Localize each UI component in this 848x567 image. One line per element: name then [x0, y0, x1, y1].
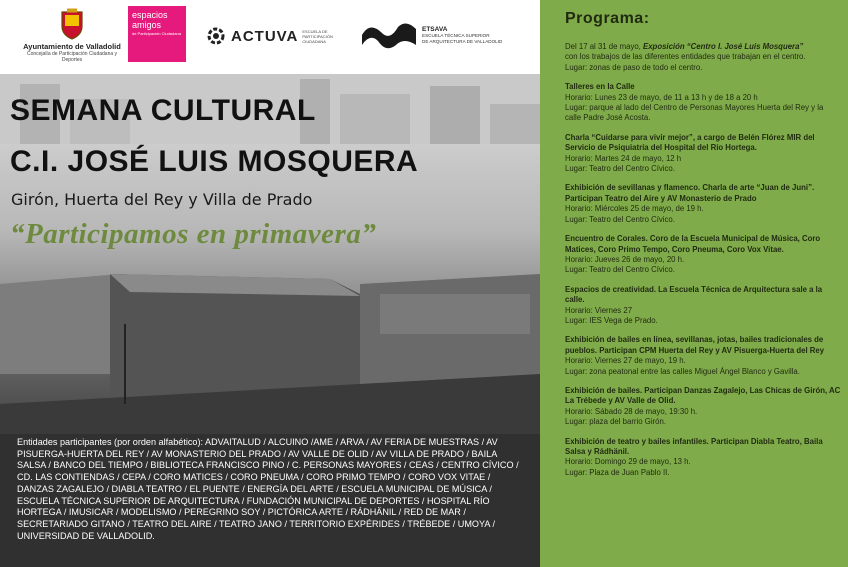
title-centro: C.I. JOSÉ LUIS MOSQUERA — [10, 145, 419, 178]
event-title: Encuentro de Corales. Coro de la Escuela Municipal de Música, Coro Matices, Coro Primo Tempo, Coro Pneuma, Coro Vox Vitae. — [565, 234, 821, 254]
event-intro: Del 17 al 31 de mayo, Exposición “Centro I. José Luis Mosquera” — [565, 42, 804, 51]
title-semana-cultural: SEMANA CULTURAL — [10, 94, 316, 127]
program-event — [565, 133, 841, 175]
event-detail: Horario: Domingo 29 de mayo, 13 h. — [565, 457, 691, 467]
valladolid-name: Ayuntamiento de Valladolid — [23, 42, 121, 51]
event-detail: Horario: Lunes 23 de mayo, de 11 a 13 h y de 18 a 20 h — [565, 92, 758, 102]
event-detail: Lugar: Teatro del Centro Cívico. — [565, 214, 675, 224]
actuva-gear-icon — [205, 25, 227, 47]
program-event — [565, 437, 841, 479]
entidades-participantes: Entidades participantes (por orden alfabético): ADVAITALUD / ALCUINO /AME / ARVA / AV FERIA DE MUESTRAS / AV PISUERGA-HUERTA DEL REY / AV MONASTERIO DEL PRADO / AV VALLE DE OLID / AV VILLA DE PRADO / BAILA SALSA / BANCO DEL TIEMPO / BIBLIOTECA FRANCISCO PINO / C. PERSONAS MAYORES / CEAS / CENTRO CÍVICO / CD. LAS CONTIENDAS / CEPA / CORO MATICES / CORO PNEUMA / CORO PRIMO TEMPO / CORO VOX VITAE / DANZAS ZAGALEJO / DIABLA TEATRO / EL PUENTE / ENERGÍA DEL ARTE / ESCUELA MUNICIPAL DE MÚSICA / ESCUELA TÉCNICA SUPERIOR DE ARQUITECTURA / FUNDACIÓN MUNICIPAL DE DEPORTES / HOSPITAL RÍO HORTEGA / IMUSICAR / MODELISMO / PEREGRINO SOY / PICTÓRICA ARTE / RÁDHÄNIL / RED DE MAR / SECRETARIADO GITANO / TEATRO DEL AIRE / TEATRO JANO / TERRITORIO EXPÉRIDES / TRÉBEDE / UMOYA / UNIVERSIDAD DE VALLADOLID. — [17, 437, 519, 541]
event-detail: Horario: Martes 24 de mayo, 12 h — [565, 153, 682, 163]
subtitle-barrios: Girón, Huerta del Rey y Villa de Prado — [11, 190, 313, 209]
event-detail: Lugar: IES Vega de Prado. — [565, 315, 658, 325]
valladolid-crest-icon — [59, 8, 85, 40]
event-title: Charla “Cuidarse para vivir mejor”, a cargo de Belén Flórez MIR del Servicio de Psiquiatría del Hospital del Río Hortega. — [565, 132, 815, 153]
program-event — [565, 183, 841, 225]
event-detail: Lugar: Plaza de Juan Pablo II. — [565, 467, 670, 477]
program-event — [565, 42, 841, 73]
program-event — [565, 234, 841, 276]
slogan: “Participamos en primavera” — [10, 218, 377, 250]
programa-panel — [540, 0, 848, 567]
event-detail: Horario: Viernes 27 de mayo, 19 h. — [565, 356, 686, 366]
event-detail: Lugar: zona peatonal entre las calles Miguel Ángel Blanco y Gavilla. — [565, 366, 800, 376]
event-title: Espacios de creatividad. La Escuela Técnica de Arquitectura sale a la calle. — [565, 284, 823, 305]
event-title: Talleres en la Calle — [565, 82, 635, 92]
event-detail: Lugar: parque al lado del Centro de Personas Mayores Huerta del Rey y la calle Padre José Acosta. — [565, 103, 824, 123]
program-event — [565, 386, 841, 428]
event-detail: Horario: Sábado 28 de mayo, 19:30 h. — [565, 406, 698, 416]
espacios-amigos-logo: espacios amigos de Participación Ciudadana — [128, 6, 186, 62]
etsava-emblem-icon — [360, 19, 418, 51]
event-title: Exhibición de sevillanas y flamenco. Charla de arte “Juan de Juni”. Participan Teatro del Aire y AV Monasterio de Prado — [565, 183, 815, 203]
valladolid-logo — [20, 8, 124, 63]
programa-title: Programa: — [565, 10, 650, 27]
valladolid-sub: Concejalía de Participación Ciudadana y Deportes — [26, 51, 118, 63]
program-event — [565, 285, 841, 327]
event-title: Exhibición de teatro y bailes infantiles. Participan Diabla Teatro, Baila Salsa y Rádhänil. — [565, 436, 823, 456]
etsava-logo: ETSAVA ESCUELA TÉCNICA SUPERIOR DE ARQUITECTURA DE VALLADOLID — [360, 18, 518, 52]
event-detail: Horario: Jueves 26 de mayo, 20 h. — [565, 254, 685, 264]
program-event — [565, 82, 841, 124]
event-detail: Lugar: Teatro del Centro Cívico. — [565, 265, 675, 275]
event-title: Exhibición de bailes en línea, sevillanas, jotas, bailes tradicionales de pueblos. Participan CPM Huerta del Rey y AV Pisuerga-Huerta del Rey — [565, 335, 825, 355]
program-event — [565, 335, 841, 377]
event-detail: Lugar: Teatro del Centro Cívico. — [565, 164, 675, 174]
event-detail: Horario: Miércoles 25 de mayo, de 19 h. — [565, 204, 704, 214]
event-title: Exhibición de bailes. Participan Danzas Zagalejo, Las Chicas de Girón, AC La Trébede y AV Valle de Olid. — [565, 385, 841, 406]
event-list — [565, 42, 841, 487]
event-detail: con los trabajos de las diferentes entidades que trabajan en el centro. — [565, 52, 806, 62]
actuva-logo: ACTUVA ESCUELA DE PARTICIPACIÓN CIUDADANA — [205, 22, 336, 50]
event-detail: Horario: Viernes 27 — [565, 305, 633, 315]
event-detail: Lugar: plaza del barrio Girón. — [565, 417, 666, 427]
event-detail: Lugar: zonas de paso de todo el centro. — [565, 62, 703, 72]
